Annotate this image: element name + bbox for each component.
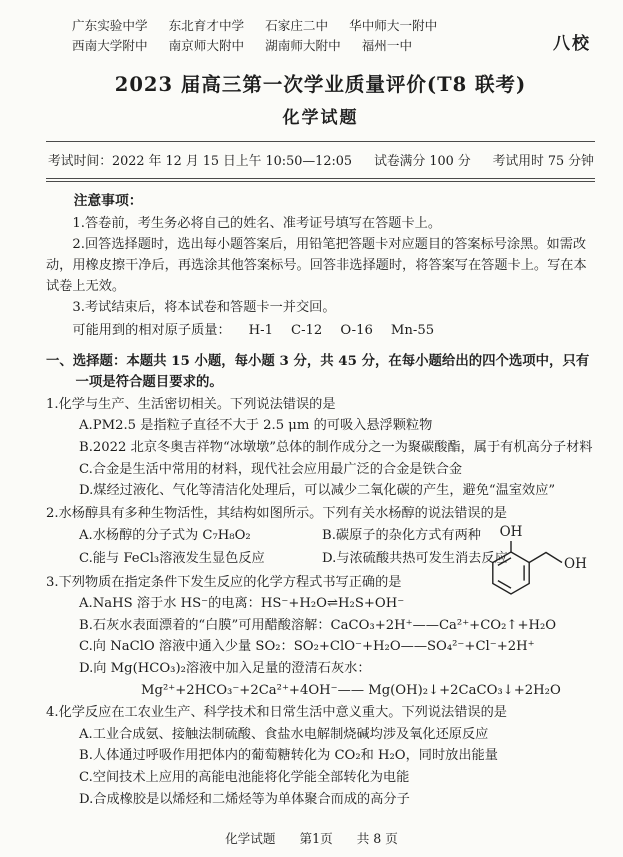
atomic-mass: H-1 [248, 322, 273, 338]
footer-doc-title: 化学试题 [225, 831, 276, 846]
question-4-options [46, 725, 595, 810]
option-b: B.石灰水表面漂着的“白膜”可用醋酸溶解：CaCO₃+2H⁺——Ca²⁺+CO₂↑+H₂O [79, 617, 557, 633]
benzene-double-bonds [498, 558, 524, 588]
exam-subtitle: 化学试题 [282, 108, 359, 129]
exam-time: 考试时间：2022 年 12 月 15 日上午 10:50—12:05 [48, 154, 353, 170]
notice-item-1: 1.答卷前，考生务必将自己的姓名、准考证号填写在答题卡上。 [72, 215, 442, 231]
eight-schools-badge: 八校 [553, 33, 591, 54]
atomic-masses-label: 可能用到的相对原子质量： [72, 322, 231, 338]
option-a: A.NaHS 溶于水 HS⁻的电离：HS⁻+H₂O⇌H₂S+OH⁻ [79, 596, 405, 612]
option-c: C.向 NaClO 溶液中通入少量 SO₂：SO₂+ClO⁻+H₂O——SO₄²⁻+Cl⁻+2H⁺ [79, 639, 535, 655]
exam-title: 2023 届高三第一次学业质量评价(T8 联考) [114, 73, 527, 97]
atomic-masses-line [46, 321, 595, 342]
school-name: 西南大学附中 [72, 38, 148, 54]
question-1-options [46, 416, 595, 501]
exam-duration: 考试用时 75 分钟 [492, 154, 594, 170]
atomic-mass: C-12 [291, 322, 323, 338]
exam-info-bar [46, 141, 595, 182]
option-b: B.2022 北京冬奥吉祥物“冰墩墩”总体的制作成分之一为聚碳酸酯，属于有机高分子材料 [79, 440, 593, 456]
school-header [46, 16, 595, 56]
school-name: 东北育才中学 [168, 18, 245, 33]
atomic-mass: O-16 [340, 322, 373, 338]
school-name: 南京师大附中 [168, 38, 245, 54]
question-stem: 1.化学与生产、生活密切相关。下列说法错误的是 [46, 396, 336, 412]
option-a: A.PM2.5 是指粒子直径不大于 2.5 μm 的可吸入悬浮颗粒物 [79, 418, 433, 434]
option-c: C.空间技术上应用的高能电池能将化学能全部转化为电能 [79, 769, 410, 785]
option-d: D.与浓硫酸共热可发生消去反应 [322, 551, 508, 567]
school-name: 广东实验中学 [72, 18, 148, 33]
school-name: 福州一中 [361, 38, 413, 54]
section-1-header: 一、选择题：本题共 15 小题，每小题 3 分，共 45 分，在每小题给出的四个选项中，只有一项是符合题目要求的。 [46, 353, 590, 391]
footer-total-pages: 共 8 页 [356, 831, 398, 846]
question-stem: 2.水杨醇具有多种生物活性，其结构如图所示。下列有关水杨醇的说法错误的是 [46, 505, 507, 521]
school-name: 华中师大一附中 [349, 18, 438, 33]
school-row-1 [72, 16, 437, 36]
question-1 [46, 395, 595, 502]
notice-title: 注意事项： [73, 193, 143, 210]
question-2 [46, 504, 595, 571]
notice-item-3: 3.考试结束后，将本试卷和答题卡一并交回。 [72, 300, 336, 316]
option-b: B.碳原子的杂化方式有两种 [322, 528, 481, 544]
school-row-2 [72, 36, 437, 56]
notice-section [46, 191, 595, 341]
notice-item-2: 2.回答选择题时，选出每小题答案后，用铅笔把答题卡对应题目的答案标号涂黑。如需改动，用橡皮擦干净后，再选涂其他答案标号。回答非选择题时，将答案写在答题卡上。写在本试卷上无效。 [46, 237, 587, 294]
atomic-mass: Mn-55 [390, 322, 435, 338]
question-4 [46, 703, 595, 810]
school-list [72, 16, 437, 56]
option-b: B.人体通过呼吸作用把体内的葡萄糖转化为 CO₂和 H₂O，同时放出能量 [79, 748, 498, 764]
option-c: C.能与 FeCl₃溶液发生显色反应 [79, 551, 265, 567]
school-name: 石家庄二中 [265, 18, 329, 33]
question-stem: 4.化学反应在工农业生产、科学技术和日常生活中意义重大。下列说法错误的是 [46, 705, 507, 721]
footer-page-number: 第1页 [299, 831, 333, 846]
hydroxyl-label-right: OH [564, 555, 587, 572]
methylol-bonds [529, 552, 562, 562]
exam-full-score: 试卷满分 100 分 [374, 154, 471, 170]
option-c: C.合金是生活中常用的材料，现代社会应用最广泛的合金是铁合金 [79, 461, 463, 477]
hydroxyl-label-top: OH [499, 523, 523, 540]
option-a: A.水杨醇的分子式为 C₇H₈O₂ [79, 528, 251, 544]
option-d: D.合成橡胶是以烯烃和二烯烃等为单体聚合而成的高分子 [79, 791, 410, 807]
school-name: 湖南师大附中 [265, 38, 341, 54]
option-d: D.向 Mg(HCO₃)₂溶液中加入足量的澄清石灰水： [79, 661, 371, 677]
option-a: A.工业合成氨、接触法制硫酸、食盐水电解制烧碱均涉及氧化还原反应 [79, 726, 489, 742]
page-footer [0, 828, 623, 847]
option-d: D.煤经过液化、气化等清洁化处理后，可以减少二氧化碳的产生，避免“温室效应” [79, 483, 556, 499]
salicyl-alcohol-structure [471, 516, 597, 612]
question-stem: 3.下列物质在指定条件下发生反应的化学方程式书写正确的是 [46, 574, 402, 590]
option-d-equation: Mg²⁺+2HCO₃⁻+2Ca²⁺+4OH⁻—— Mg(OH)₂↓+2CaCO₃↓+2H₂O [141, 682, 561, 698]
